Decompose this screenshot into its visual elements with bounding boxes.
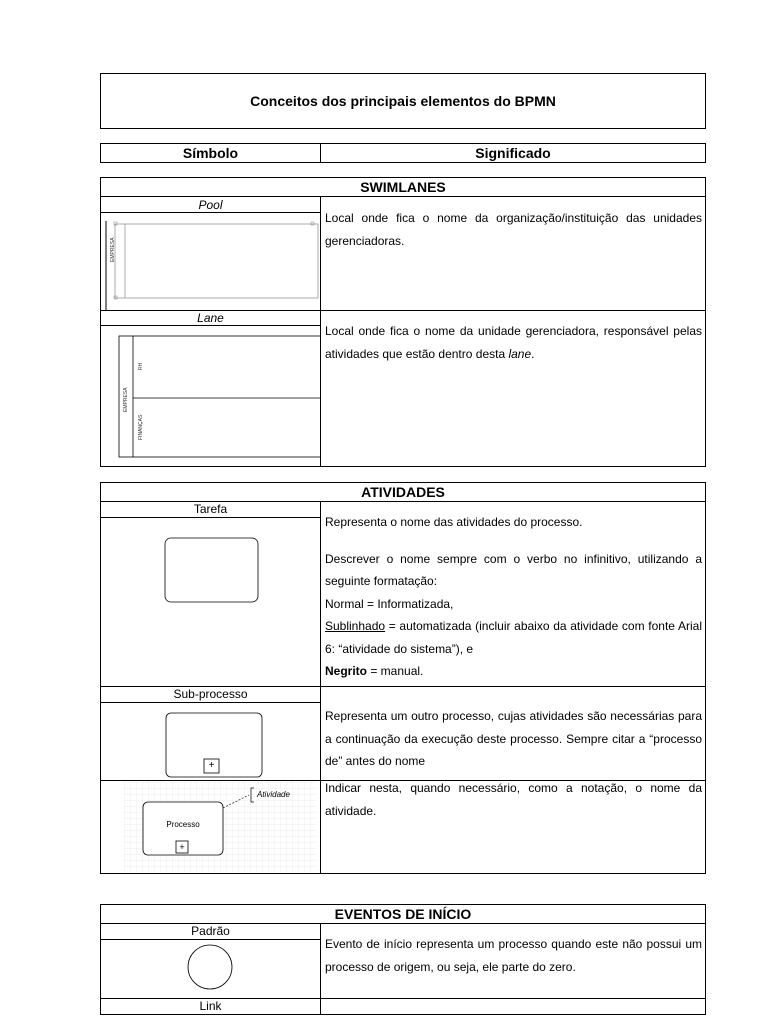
lane-label: Lane — [197, 311, 224, 325]
swimlanes-header — [100, 177, 706, 197]
atividades-header — [100, 482, 706, 502]
subprocesso-plus-icon: + — [208, 760, 215, 771]
eventos-title: EVENTOS DE INÍCIO — [334, 906, 472, 922]
pool-description: Local onde fica o nome da organização/instituição das unidades gerenciadoras. — [325, 211, 702, 248]
link-label: Link — [199, 999, 222, 1013]
lane-diagram-lane2-label: FINANÇAS — [138, 414, 144, 440]
swimlanes-title: SWIMLANES — [360, 179, 446, 195]
tarefa-desc-p2: Descrever o nome sempre com o verbo no infinitivo, utilizando a seguinte formatação: — [325, 551, 702, 588]
tarefa-desc-p4 — [325, 615, 702, 660]
atividades-title: ATIVIDADES — [361, 484, 445, 500]
padrao-label: Padrão — [191, 924, 230, 938]
lane-diagram-lane1-label: RH — [138, 362, 144, 370]
lane-description-text: Local onde fica o nome da unidade gerenciadora, responsável pelas atividades que estão dentro desta — [325, 324, 702, 361]
anotacao-plus-icon: + — [179, 842, 185, 852]
col-meaning-label: Significado — [475, 145, 551, 161]
tarefa-desc-p5-rest: = manual. — [367, 664, 424, 678]
lane-diagram — [100, 326, 321, 467]
subprocesso-description: Representa um outro processo, cujas atividades são necessárias para a continuação da execução deste processo. Sempre citar a “processo de” antes do nome — [325, 709, 702, 768]
padrao-description: Evento de início representa um processo quando este não possui um processo de origem, ou seja, ele parte do zero. — [325, 937, 702, 974]
col-meaning-header — [320, 143, 706, 163]
padrao-circle-icon — [100, 940, 321, 998]
col-symbol-header — [100, 143, 321, 163]
lane-description-end: . — [531, 346, 535, 361]
pool-diagram-label: EMPRESA — [110, 237, 116, 262]
anotacao-description: Indicar nesta, quando necessário, como a notação, o nome da atividade. — [325, 781, 702, 818]
lane-diagram-pool-label: EMPRESA — [123, 387, 129, 412]
pool-label: Pool — [198, 198, 223, 212]
tarefa-desc-p1: Representa o nome das atividades do processo. — [325, 515, 583, 529]
lane-description-em: lane — [508, 346, 532, 361]
tarefa-diagram — [100, 518, 321, 686]
title-box — [100, 73, 706, 129]
col-symbol-label: Símbolo — [182, 145, 239, 161]
subprocesso-label: Sub-processo — [173, 687, 248, 701]
page-title: Conceitos dos principais elementos do BPMN — [250, 93, 556, 109]
tarefa-desc-p4-rest: = automatizada (incluir abaixo da atividade com fonte Arial 6: “atividade do sistema”), e — [325, 619, 702, 656]
tarefa-desc-underline: Sublinhado — [325, 619, 386, 633]
tarefa-label: Tarefa — [193, 502, 228, 516]
tarefa-desc-p5 — [325, 660, 702, 683]
anotacao-note-label: Atividade — [257, 790, 290, 799]
eventos-header — [100, 904, 706, 924]
tarefa-desc-p3: Normal = Informatizada, — [325, 596, 454, 611]
anotacao-box-label: Processo — [166, 820, 200, 829]
lane-description — [321, 320, 706, 365]
pool-diagram — [100, 213, 321, 310]
tarefa-desc-bold: Negrito — [325, 664, 367, 678]
tarefa-description — [321, 511, 706, 683]
